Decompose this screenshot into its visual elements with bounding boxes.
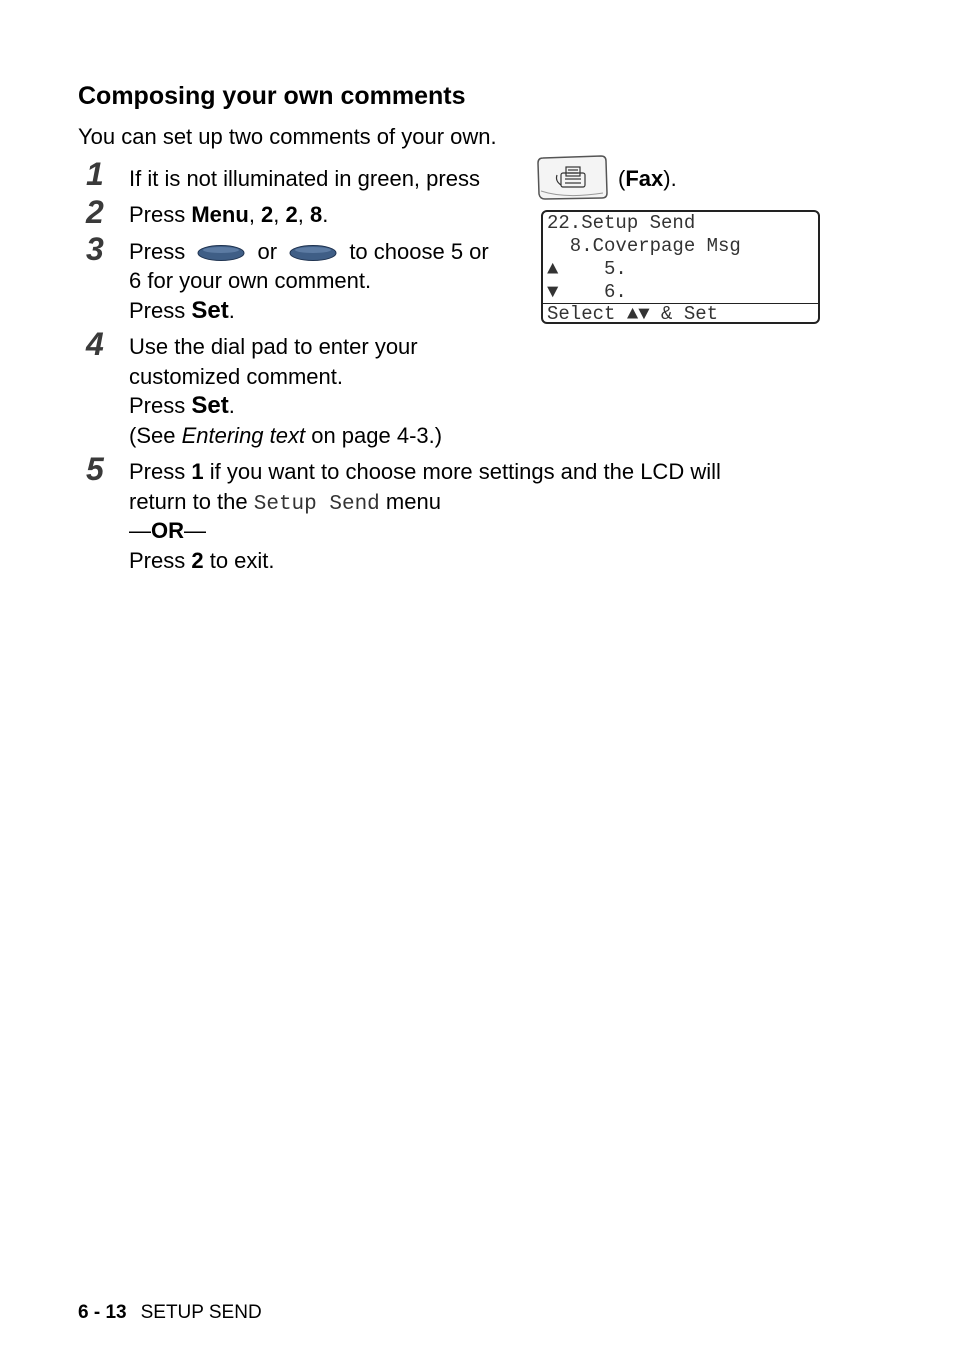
step-3-line-2: 6 for your own comment. — [129, 268, 372, 293]
right-arrow-button-icon[interactable] — [289, 244, 337, 262]
cross-reference-link[interactable]: Entering text — [181, 423, 306, 448]
lcd-line-5: Select ▲▼ & Set — [547, 303, 719, 325]
lcd-line-1: 22.Setup Send — [547, 212, 696, 234]
step-5-number: 5 — [86, 451, 104, 487]
step-4-line-3: Press Set. — [129, 392, 235, 419]
section-name: SETUP SEND — [140, 1302, 262, 1323]
page-number: 6 - 13 — [78, 1302, 127, 1323]
set-key-label: Set — [191, 297, 229, 324]
step-3-number: 3 — [86, 231, 104, 267]
step-1-text — [129, 164, 480, 194]
step-2-text: Press Menu, 2, 2, 8. — [129, 202, 329, 227]
lcd-line-4: ▼ 6. — [547, 281, 627, 303]
step-5-line-2: return to the Setup Send menu — [129, 489, 441, 516]
step-4-number: 4 — [86, 326, 104, 362]
page-footer — [78, 1302, 262, 1324]
lcd-line-2: 8.Coverpage Msg — [547, 235, 741, 257]
intro-text: You can set up two comments of your own. — [78, 124, 497, 149]
step-5-line-1: Press 1 if you want to choose more settings and the LCD will — [129, 459, 721, 484]
step-5-or: —OR— — [129, 518, 206, 543]
step-2-number: 2 — [86, 194, 104, 230]
setup-send-menu-name: Setup Send — [253, 493, 380, 516]
menu-key-label: Menu — [191, 202, 249, 227]
step-3-line-1: Press or to choose 5 or — [129, 239, 489, 264]
set-key-label: Set — [191, 392, 229, 419]
fax-key-label: Fax — [625, 166, 664, 191]
fax-button-icon[interactable] — [535, 155, 609, 201]
step-4-line-2: customized comment. — [129, 364, 343, 389]
step-1-label: If it is not illuminated in green, press — [129, 166, 480, 191]
step-5-line-4: Press 2 to exit. — [129, 548, 275, 573]
step-4-line-4: (See Entering text on page 4-3.) — [129, 423, 443, 448]
page-heading: Composing your own comments — [78, 82, 466, 110]
step-1-fax-label: (Fax). — [618, 166, 677, 191]
step-4-line-1: Use the dial pad to enter your — [129, 334, 418, 359]
step-3-line-3: Press Set. — [129, 297, 235, 324]
lcd-line-3: ▲ 5. — [547, 258, 627, 280]
left-arrow-button-icon[interactable] — [197, 244, 245, 262]
lcd-display — [541, 210, 820, 324]
step-1-number: 1 — [86, 156, 104, 192]
